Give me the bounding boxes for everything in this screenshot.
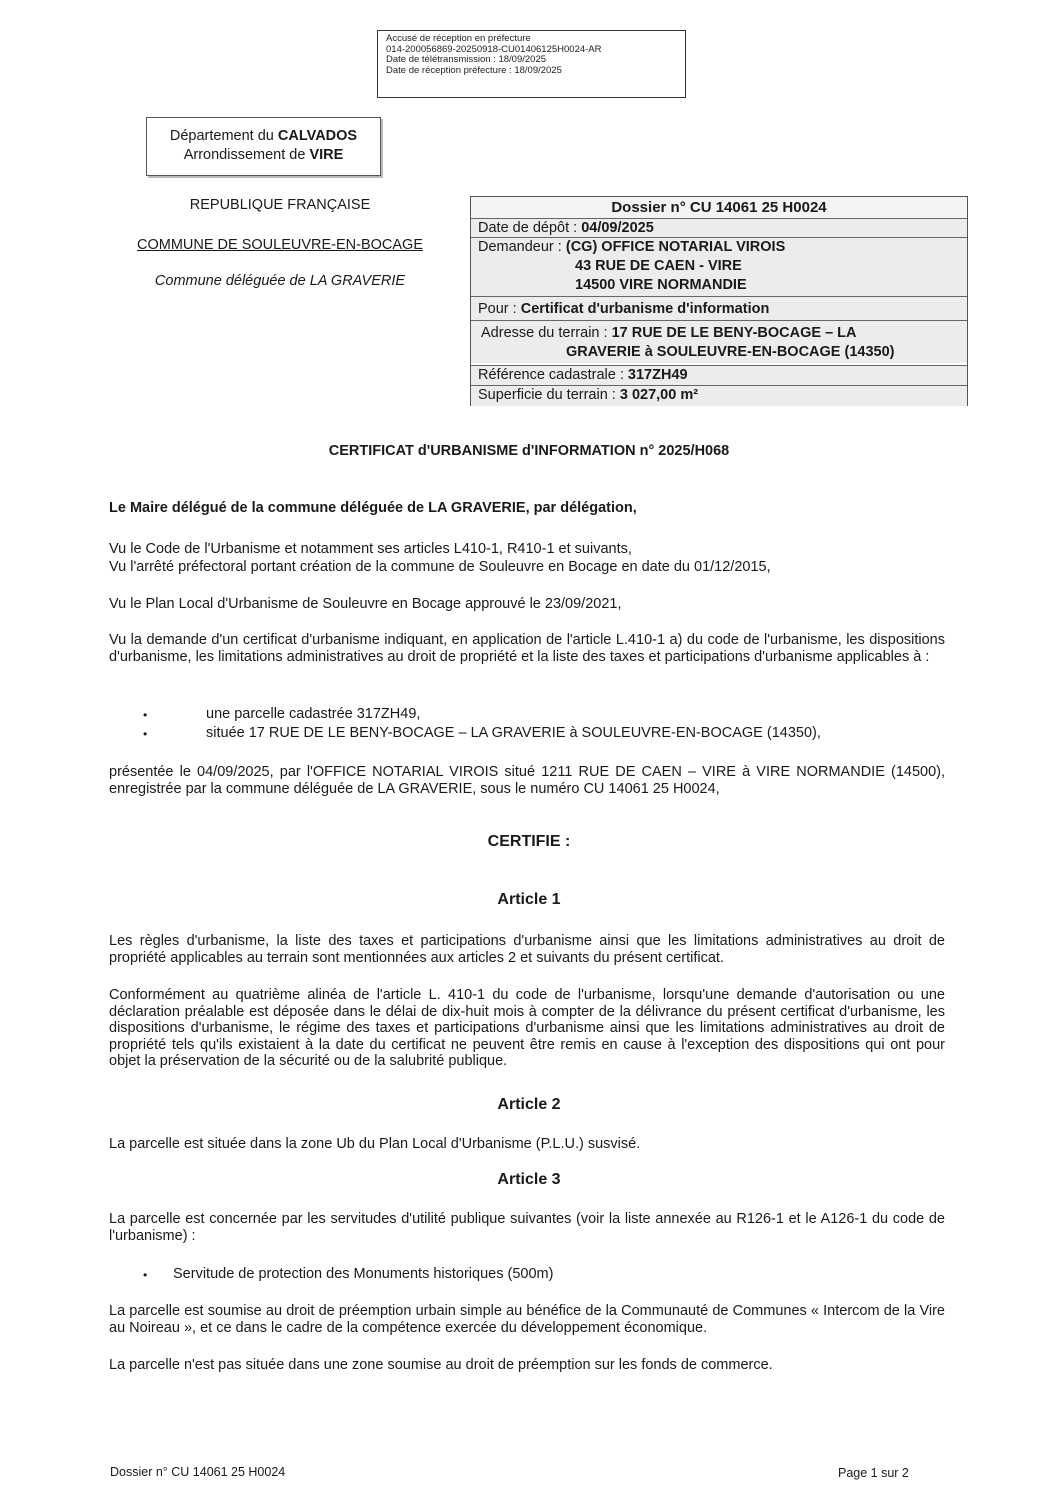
article-3-paragraph-1: La parcelle est concernée par les servitudes d'utilité publique suivantes (voir la liste annexée au R126-1 et le A126-1 du code de l'urbanisme) : xyxy=(109,1211,945,1244)
adresse-label: Adresse du terrain : xyxy=(481,325,612,341)
arrondissement-line xyxy=(147,146,380,165)
cadastre-label: Référence cadastrale : xyxy=(478,367,628,383)
arrondissement-prefix: Arrondissement de xyxy=(183,147,310,163)
article-3-paragraph-2: La parcelle est soumise au droit de préemption urbain simple au bénéfice de la Communauté de Communes « Intercom de la Vire au Noireau », et ce dans le cadre de la compétence exercée du développement économique. xyxy=(109,1303,945,1336)
adresse-value-continued: GRAVERIE à SOULEUVRE-EN-BOCAGE (14350) xyxy=(566,344,895,360)
pour-label: Pour : xyxy=(478,301,521,317)
presentee-paragraph: présentée le 04/09/2025, par l'OFFICE NOTARIAL VIROIS situé 1211 RUE DE CAEN – VIRE à VIRE NORMANDIE (14500), enregistrée par la commune déléguée de LA GRAVERIE, sous le numéro CU 14061 25 H0024, xyxy=(109,764,945,797)
dossier-info-box xyxy=(470,196,968,406)
receipt-line: 014-200056869-20250918-CU01406125H0024-AR xyxy=(386,43,602,55)
arrondissement-name: VIRE xyxy=(309,147,344,163)
bullet-item: située 17 RUE DE LE BENY-BOCAGE – LA GRAVERIE à SOULEUVRE-EN-BOCAGE (14350), xyxy=(206,725,821,741)
demandeur-name: (CG) OFFICE NOTARIAL VIROIS xyxy=(565,239,786,255)
cadastre-value: 317ZH49 xyxy=(627,367,688,383)
commune-deleguee-label: Commune déléguée de LA GRAVERIE xyxy=(154,273,406,289)
servitude-bullet: Servitude de protection des Monuments historiques (500m) xyxy=(173,1266,554,1282)
bullet-dot: • xyxy=(143,1268,148,1282)
footer-page-number: Page 1 sur 2 xyxy=(838,1466,909,1480)
certificate-title xyxy=(0,443,1058,459)
prefecture-receipt-box xyxy=(377,30,686,98)
demandeur-label: Demandeur : xyxy=(478,239,566,255)
bullet-item: une parcelle cadastrée 317ZH49, xyxy=(206,706,421,722)
department-prefix: Département du xyxy=(169,128,278,144)
vu-code-urbanisme: Vu le Code de l'Urbanisme et notamment ses articles L410-1, R410-1 et suivants, xyxy=(109,541,632,557)
adresse-row xyxy=(471,320,967,363)
pour-value: Certificat d'urbanisme d'information xyxy=(520,301,770,317)
receipt-line: Date de télétransmission : 18/09/2025 xyxy=(386,54,547,65)
article-2-heading: Article 2 xyxy=(497,1096,561,1113)
demandeur-row xyxy=(471,237,967,296)
dossier-title: Dossier n° CU 14061 25 H0024 xyxy=(471,197,967,218)
adresse-value: 17 RUE DE LE BENY-BOCAGE – LA xyxy=(611,325,857,341)
superficie-row xyxy=(471,385,967,406)
commune-label: COMMUNE DE SOULEUVRE-EN-BOCAGE xyxy=(136,237,423,253)
certificate-number: 2025/H068 xyxy=(658,443,730,459)
cadastre-row xyxy=(471,365,967,385)
article-1-paragraph-2: Conformément au quatrième alinéa de l'article L. 410-1 du code de l'urbanisme, lorsqu'une demande d'autorisation ou une déclaration préalable est déposée dans le délai de dix-huit mois à compter de la délivrance du présent certificat d'urbanisme, les dispositions d'urbanisme, le régime des taxes et participations d'urbanisme ainsi que les limitations administratives au droit de propriété tels qu'ils existaient à la date du certificat ne peuvent être remis en cause à l'exception des dispositions qui ont pour objet la préservation de la sécurité ou de la salubrité publique. xyxy=(109,987,945,1069)
superficie-value: 3 027,00 m² xyxy=(619,387,699,403)
demandeur-address: 43 RUE DE CAEN - VIRE xyxy=(575,258,742,274)
article-1-heading: Article 1 xyxy=(497,891,561,908)
department-name: CALVADOS xyxy=(277,128,358,144)
depot-row xyxy=(471,218,967,237)
republic-label: REPUBLIQUE FRANÇAISE xyxy=(189,197,371,213)
depot-value: 04/09/2025 xyxy=(581,220,654,236)
vu-arrete-prefectoral: Vu l'arrêté préfectoral portant création de la commune de Souleuvre en Bocage en date du 01/12/2015, xyxy=(109,559,771,575)
certifie-heading: CERTIFIE : xyxy=(487,833,571,850)
receipt-line: Date de réception préfecture : 18/09/2025 xyxy=(386,64,562,76)
article-2-paragraph: La parcelle est située dans la zone Ub du Plan Local d'Urbanisme (P.L.U.) susvisé. xyxy=(109,1136,641,1152)
footer-dossier-number: Dossier n° CU 14061 25 H0024 xyxy=(110,1465,286,1479)
pour-row xyxy=(471,296,967,320)
department-box xyxy=(146,117,381,176)
depot-label: Date de dépôt : xyxy=(478,220,582,236)
vu-demande: Vu la demande d'un certificat d'urbanisme indiquant, en application de l'article L.410-1 a) du code de l'urbanisme, les dispositions d'urbanisme, les limitations administratives au droit de propriété et la liste des taxes et participations d'urbanisme applicables à : xyxy=(109,632,945,665)
article-1-paragraph-1: Les règles d'urbanisme, la liste des taxes et participations d'urbanisme ainsi que les limitations administratives au droit de propriété applicables au terrain sont mentionnées aux articles 2 et suivants du présent certificat. xyxy=(109,933,945,966)
article-3-heading: Article 3 xyxy=(497,1171,561,1188)
vu-plu: Vu le Plan Local d'Urbanisme de Souleuvre en Bocage approuvé le 23/09/2021, xyxy=(109,596,622,612)
bullet-dot: • xyxy=(143,727,148,741)
receipt-line: Accusé de réception en préfecture xyxy=(386,33,531,44)
demandeur-city: 14500 VIRE NORMANDIE xyxy=(575,277,747,293)
bullet-dot: • xyxy=(143,708,148,722)
article-3-paragraph-3: La parcelle n'est pas située dans une zone soumise au droit de préemption sur les fonds de commerce. xyxy=(109,1357,773,1373)
maire-statement: Le Maire délégué de la commune déléguée de LA GRAVERIE, par délégation, xyxy=(109,500,637,516)
superficie-label: Superficie du terrain : xyxy=(478,387,620,403)
certificate-title-prefix: CERTIFICAT d'URBANISME d'INFORMATION n° xyxy=(328,443,659,459)
department-line xyxy=(147,127,380,146)
